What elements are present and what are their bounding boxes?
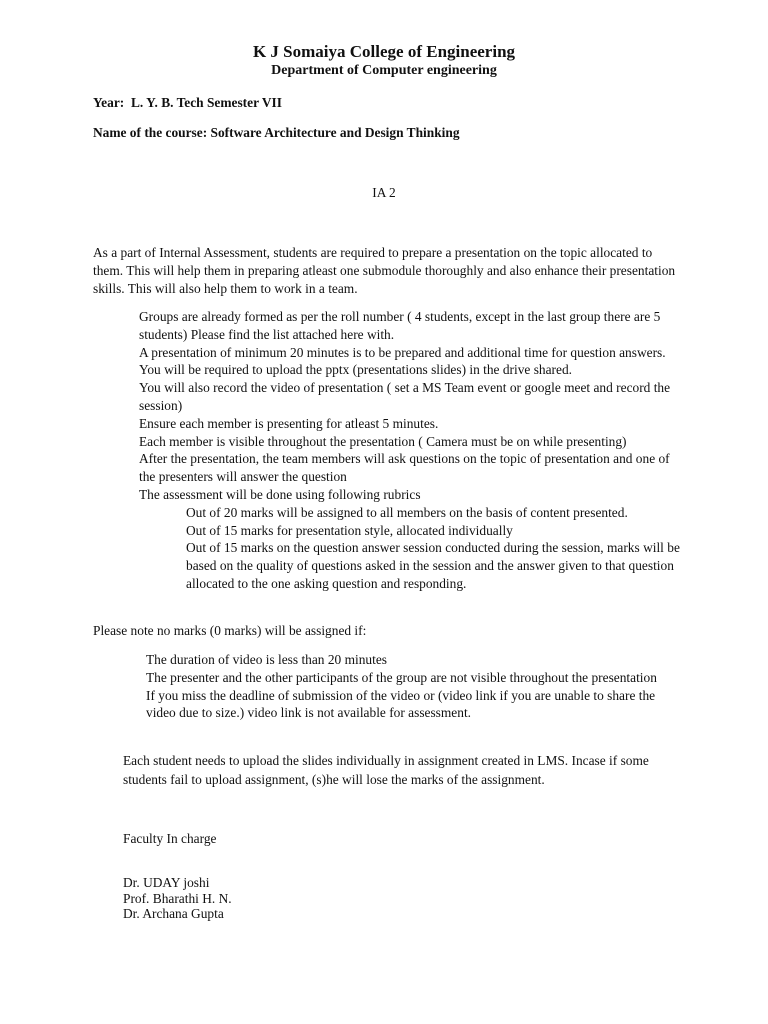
college-title: K J Somaiya College of Engineering [252, 42, 516, 61]
course-line [93, 124, 460, 142]
no-marks-item: The duration of video is less than 20 minutes [146, 652, 387, 667]
instruction-item: A presentation of minimum 20 minutes is to be prepared and additional time for question answers. [139, 344, 666, 360]
instruction-list [139, 308, 684, 593]
instruction-item [139, 486, 684, 593]
faculty-heading: Faculty In charge [123, 831, 217, 846]
intro-paragraph: As a part of Internal Assessment, students are required to prepare a presentation on the topic allocated to them. This will help them in preparing atleast one submodule thoroughly and also enhance their presentation skills. This will also help them to work in a team. [93, 245, 676, 296]
lms-note: Each student needs to upload the slides individually in assignment created in LMS. Incase if some students fail to upload assignment, (s)he will lose the marks of the assignment. [123, 753, 649, 787]
no-marks-list [146, 651, 676, 722]
faculty-name: Prof. Bharathi H. N. [123, 890, 232, 906]
course-label: Name of the course: [93, 125, 208, 140]
rubrics-intro: The assessment will be done using following rubrics [139, 486, 421, 502]
course-value: Software Architecture and Design Thinking [210, 125, 460, 140]
year-label: Year: [93, 95, 125, 110]
faculty-name: Dr. UDAY joshi [123, 875, 210, 890]
faculty-name: Dr. Archana Gupta [123, 906, 224, 921]
rubric-item: Out of 15 marks for presentation style, allocated individually [186, 522, 513, 538]
year-value: L. Y. B. Tech Semester VII [130, 95, 282, 110]
instruction-item: Groups are already formed as per the roll number ( 4 students, except in the last group there are 5 students) Please find the list attached here with. [139, 309, 661, 342]
instruction-item: You will also record the video of presentation ( set a MS Team event or google meet and record the session) [139, 380, 671, 413]
department-title: Department of Computer engineering [271, 63, 497, 78]
instruction-item: Each member is visible throughout the presentation ( Camera must be on while presenting) [139, 433, 627, 449]
instruction-item: You will be required to upload the pptx (presentations slides) in the drive shared. [139, 362, 573, 378]
year-line [93, 94, 282, 112]
instruction-item: Ensure each member is presenting for atleast 5 minutes. [139, 415, 439, 431]
instruction-item: After the presentation, the team members will ask questions on the topic of presentation and one of the presenters will answer the question [139, 451, 670, 485]
rubric-list [186, 504, 684, 593]
no-marks-intro: Please note no marks (0 marks) will be assigned if: [93, 623, 367, 638]
assessment-title: IA 2 [372, 185, 396, 200]
rubric-item: Out of 20 marks will be assigned to all members on the basis of content presented. [186, 504, 628, 520]
faculty-list [123, 875, 232, 922]
no-marks-item: The presenter and the other participants of the group are not visible throughout the presentation [146, 669, 657, 685]
no-marks-item: If you miss the deadline of submission of the video or (video link if you are unable to share the video due to size.) video link is not available for assessment. [146, 687, 656, 721]
rubric-item: Out of 15 marks on the question answer session conducted during the session, marks will be based on the quality of questions asked in the session and the answer given to that question allocated to the one asking question and responding. [186, 540, 680, 591]
